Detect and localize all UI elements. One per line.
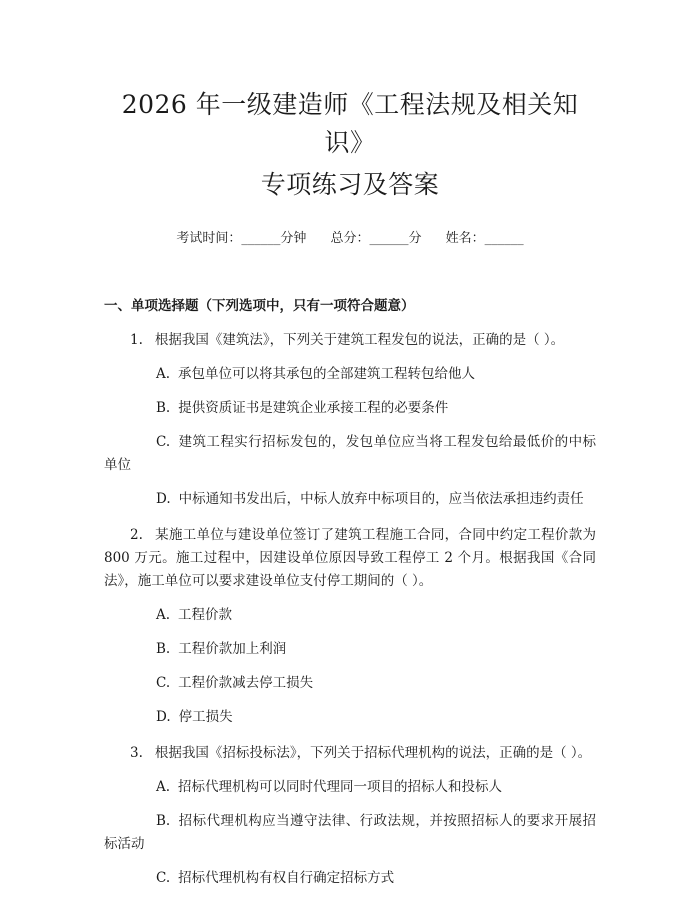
- option-letter: B.: [156, 813, 171, 829]
- question-text: 某施工单位与建设单位签订了建筑工程施工合同，合同中约定工程价款为 800 万元。施工过程中，因建设单位原因导致工程停工 2 个月。根据我国《合同法》，施工单位可以要求建设单位支付停工期间的（ ）。: [104, 527, 596, 589]
- name-field: 姓名：______: [445, 231, 524, 246]
- question-2-option-d: [104, 706, 596, 729]
- exam-time-field: 考试时间：______分钟: [176, 231, 307, 246]
- option-text: 停工损失: [178, 709, 233, 725]
- question-3: [104, 742, 596, 765]
- option-text: 招标代理机构应当遵守法律、行政法规，并按照招标人的要求开展招标活动: [104, 813, 596, 852]
- question-2-option-a: [104, 604, 596, 627]
- option-letter: B.: [156, 641, 171, 657]
- question-3-option-a: [104, 776, 596, 799]
- question-number: 3.: [130, 745, 143, 761]
- question-3-option-b: [104, 810, 596, 856]
- question-3-option-c: [104, 867, 596, 890]
- total-score-field: 总分：______分: [330, 231, 422, 246]
- question-text: 根据我国《建筑法》，下列关于建筑工程发包的说法，正确的是（ ）。: [154, 332, 565, 348]
- option-letter: D.: [156, 709, 171, 725]
- option-letter: A.: [156, 607, 171, 623]
- option-letter: C.: [156, 434, 171, 450]
- option-letter: B.: [156, 400, 171, 416]
- document-title: [104, 86, 596, 204]
- option-text: 承包单位可以将其承包的全部建筑工程转包给他人: [178, 366, 476, 382]
- option-text: 工程价款减去停工损失: [178, 675, 314, 691]
- exam-info: [104, 230, 596, 248]
- section-heading: 一、单项选择题（下列选项中，只有一项符合题意）: [104, 298, 415, 314]
- option-text: 工程价款: [178, 607, 233, 623]
- question-text: 根据我国《招标投标法》，下列关于招标代理机构的说法，正确的是（ ）。: [154, 745, 592, 761]
- option-text: 建筑工程实行招标发包的，发包单位应当将工程发包给最低价的中标单位: [104, 434, 596, 473]
- title-line-1: 2026 年一级建造师《工程法规及相关知识》: [121, 90, 579, 157]
- option-letter: C.: [156, 870, 171, 886]
- option-letter: D.: [156, 491, 171, 507]
- question-1: [104, 329, 596, 352]
- question-2-option-c: [104, 672, 596, 695]
- option-text: 招标代理机构可以同时代理同一项目的招标人和投标人: [178, 779, 503, 795]
- question-1-option-b: [104, 397, 596, 420]
- question-1-option-c: [104, 431, 596, 477]
- question-number: 2.: [130, 527, 143, 543]
- option-text: 提供资质证书是建筑企业承接工程的必要条件: [178, 400, 449, 416]
- question-number: 1.: [130, 332, 143, 348]
- title-line-2: 专项练习及答案: [260, 170, 440, 199]
- question-2: [104, 524, 596, 593]
- question-1-option-d: [104, 488, 596, 511]
- option-text: 招标代理机构有权自行确定招标方式: [178, 870, 395, 886]
- option-letter: C.: [156, 675, 171, 691]
- option-letter: A.: [156, 366, 171, 382]
- option-text: 中标通知书发出后，中标人放弃中标项目的，应当依法承担违约责任: [178, 491, 584, 507]
- option-text: 工程价款加上利润: [178, 641, 287, 657]
- option-letter: A.: [156, 779, 171, 795]
- question-1-option-a: [104, 363, 596, 386]
- question-2-option-b: [104, 638, 596, 661]
